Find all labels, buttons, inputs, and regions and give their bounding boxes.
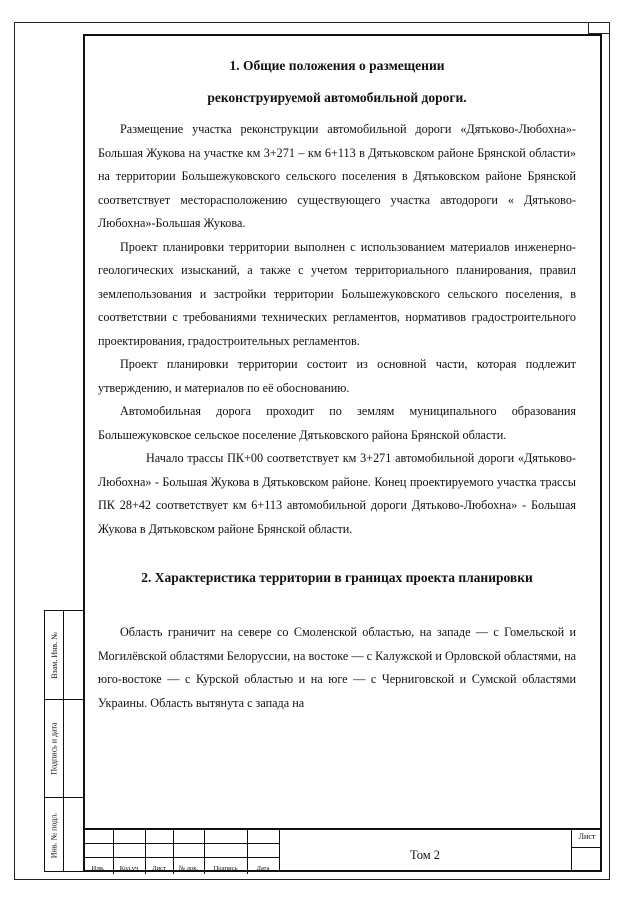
revision-table [83, 830, 279, 874]
stamp-col-count: Кол.уч [119, 865, 139, 872]
replacement-inventory-label: Взам. Инв. № [49, 631, 59, 679]
stamp-col-sheet: Лист [152, 865, 166, 872]
section-2-title: 2. Характеристика территории в границах проекта планировки [141, 570, 533, 585]
section-1-title-line-1: 1. Общие положения о размещении [229, 58, 445, 73]
sheet-number-label: Лист [578, 832, 596, 841]
signature-date-label: Подпись и дата [49, 721, 59, 775]
paragraph: Размещение участка реконструкции автомобильной дороги «Дятьково-Любохна»- Большая Жукова на участке км 3+271 – км 6+113 в Дятьковском районе Брянской области» на территории Большежуковского сельского поселения в Дятьковском районе Брянской соответствует месторасположению существующего участка автодороги « Дятьково-Любохна»-Большая Жукова. [98, 122, 576, 230]
document-body [98, 50, 576, 715]
stamp-col-change: Изм. [91, 865, 105, 872]
volume-label: Том 2 [410, 848, 440, 862]
paragraph: Область граничит на севере со Смоленской областью, на западе — с Гомельской и Могилёвской областями Белоруссии, на востоке — с Калужской и Орловской областями, на юго-востоке — с Курской областью и на юге — с Черниговской и Сумской областями Украины. Область вытянута с запада на [98, 625, 576, 710]
stamp-col-date: Дата [256, 865, 270, 872]
paragraph: Автомобильная дорога проходит по землям муниципального образования Большежуковское сельское поселение Дятьковского района Брянской области. [98, 404, 576, 442]
approval-side-strip [44, 610, 83, 872]
paragraph: Начало трассы ПК+00 соответствует км 3+271 автомобильной дороги «Дятьково-Любохна» - Большая Жукова в Дятьковском районе. Конец проектируемого участка трассы ПК 28+42 соответствует км 6+113 автомобильной дороги Дятьково-Любохна» - Большая Жукова в Дятьковском районе Брянской области. [98, 451, 576, 536]
section-1-title-line-2: реконструируемой автомобильной дороги. [207, 90, 467, 105]
corner-tab [588, 22, 610, 34]
stamp-col-signature: Подпись [213, 865, 238, 872]
paragraph: Проект планировки территории выполнен с использованием материалов инженерно-геологических изысканий, а также с учетом территориального планирования, правил землепользования и застройки территории Большежуковского сельского поселения, в соответствии с требованиями технических регламентов, нормативов градостроительного проектирования, градостроительных регламентов. [98, 239, 576, 348]
stamp-col-doc-number: № док. [178, 865, 199, 872]
original-inventory-label: Инв. № подл. [49, 812, 59, 858]
paragraph: Проект планировки территории состоит из основной части, которая подлежит утверждению, и материалов по её обоснованию. [98, 357, 576, 395]
title-block-stamp [83, 828, 602, 872]
